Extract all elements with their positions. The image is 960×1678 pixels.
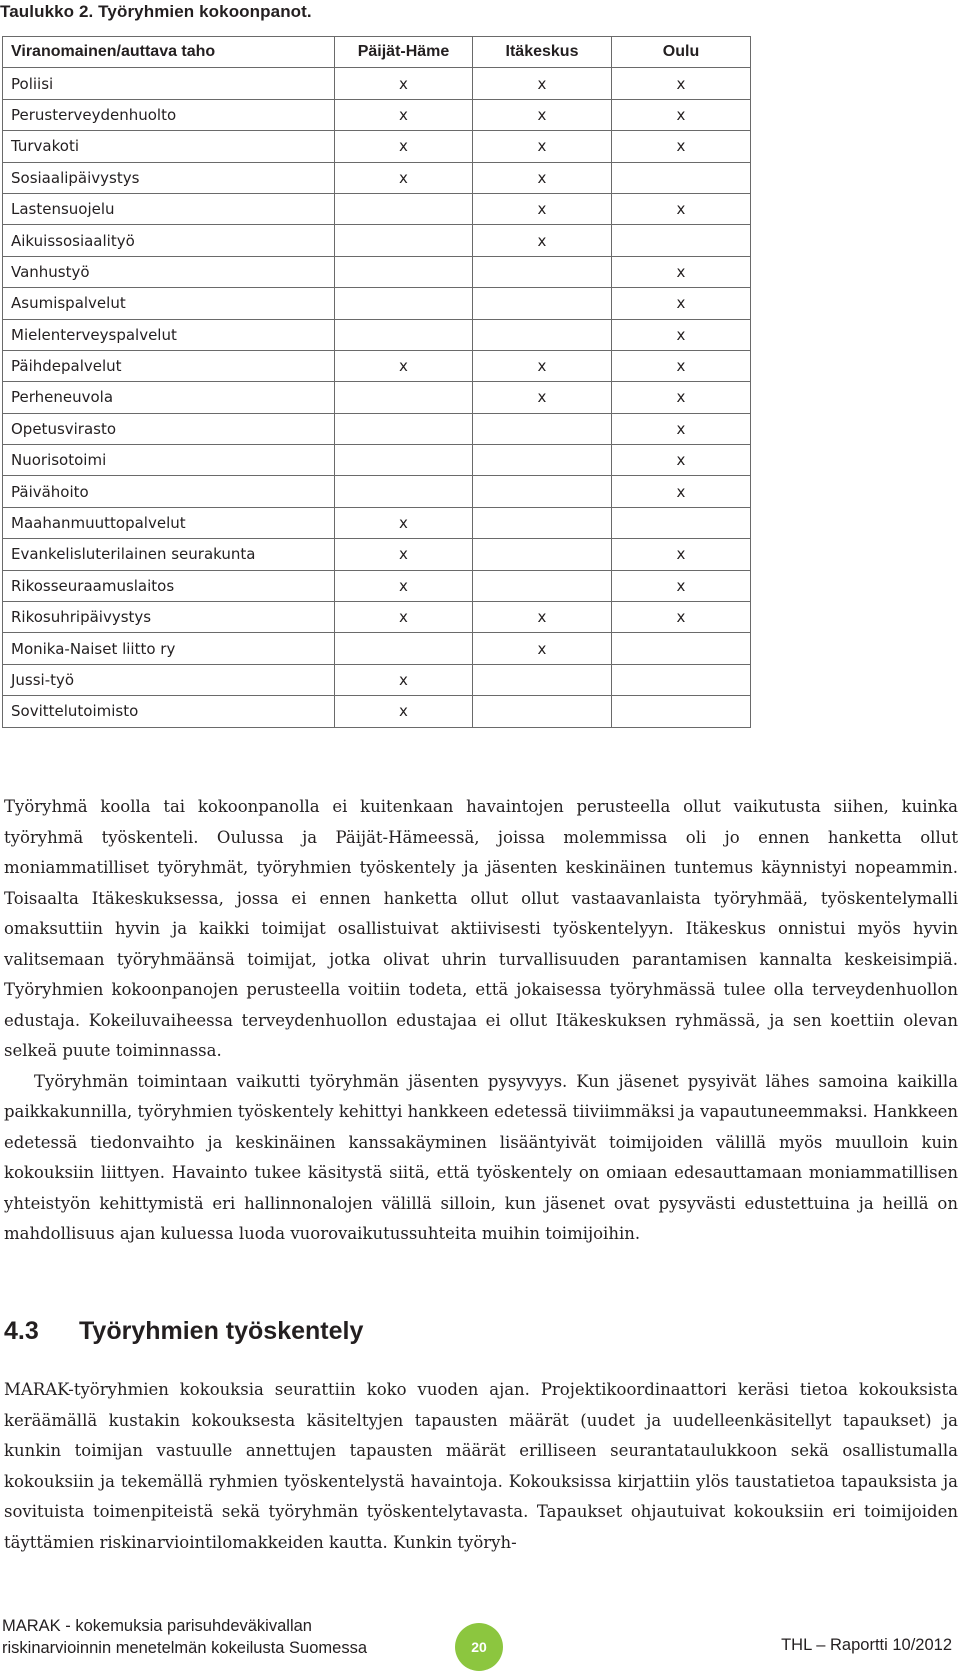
table-cell: x <box>612 68 751 99</box>
row-label: Sosiaalipäivystys <box>3 162 335 193</box>
row-label: Evankelisluterilainen seurakunta <box>3 539 335 570</box>
table-cell: x <box>612 256 751 287</box>
table-cell: x <box>612 288 751 319</box>
row-label: Maahanmuuttopalvelut <box>3 507 335 538</box>
row-label: Aikuissosiaalityö <box>3 225 335 256</box>
section-heading <box>4 1317 363 1346</box>
table-cell: x <box>612 99 751 130</box>
table-row <box>3 99 751 130</box>
table-cell: x <box>612 131 751 162</box>
table-cell: x <box>335 602 473 633</box>
section-number: 4.3 <box>4 1317 39 1345</box>
table-cell: x <box>335 539 473 570</box>
row-label: Sovittelutoimisto <box>3 696 335 727</box>
table-cell: x <box>335 350 473 381</box>
table-cell: x <box>335 68 473 99</box>
row-label: Monika-Naiset liitto ry <box>3 633 335 664</box>
table-cell <box>473 288 612 319</box>
table-cell: x <box>612 350 751 381</box>
table-cell: x <box>473 350 612 381</box>
footer-title-line: riskinarvioinnin menetelmän kokeilusta Suomessa <box>2 1639 368 1657</box>
row-label: Mielenterveyspalvelut <box>3 319 335 350</box>
table-cell: x <box>612 319 751 350</box>
table-cell: x <box>612 539 751 570</box>
table-cell: x <box>335 696 473 727</box>
table-row <box>3 539 751 570</box>
table-cell: x <box>473 225 612 256</box>
table-body <box>3 68 751 727</box>
table-caption: Taulukko 2. Työryhmien kokoonpanot. <box>0 2 312 21</box>
table-cell: x <box>335 570 473 601</box>
table-cell: x <box>612 445 751 476</box>
row-label: Päihdepalvelut <box>3 350 335 381</box>
row-label: Rikosseuraamuslaitos <box>3 570 335 601</box>
table-cell: x <box>612 382 751 413</box>
table-cell <box>473 413 612 444</box>
table-row <box>3 162 751 193</box>
table-row <box>3 193 751 224</box>
table-cell <box>335 225 473 256</box>
row-label: Jussi-työ <box>3 664 335 695</box>
table-row <box>3 319 751 350</box>
row-label: Asumispalvelut <box>3 288 335 319</box>
table-cell <box>612 633 751 664</box>
paragraph: Työryhmä koolla tai kokoonpanolla ei kuitenkaan havaintojen perusteella ollut vaikutusta siihen, kuinka työryhmä työskenteli. Oulussa ja Päijät-Hämeessä, joissa molemmissa oli jo ennen hanketta ollut moniammatilliset työryhmät, työryhmien työskentely ja jäsenten keskinäinen tuntemus käynnistyi nopeammin. Toisaalta Itäkeskuksessa, jossa ei ennen hanketta ollut ollut vastaavanlaista työryhmää, työskentelymalli omaksuttiin hyvin ja kaikki toimijat osallistuivat aktiivisesti työskentelyyn. Itäkeskus onnistui myös hyvin valitsemaan työryhmäänsä toimijat, jotka olivat uhrin turvallisuuden parantamisen kannalta keskeisimpiä. Työryhmien kokoonpanojen perusteella voitiin todeta, että jokaisessa työryhmässä tulee olla terveydenhuollon edustaja. Kokeiluvaiheessa terveydenhuollon edustajaa ei ollut Itäkeskuksen ryhmässä, ja sen koettiin olevan selkeä puute toiminnassa. <box>4 797 958 1060</box>
table-cell <box>335 193 473 224</box>
table-cell <box>473 256 612 287</box>
section-title: Työryhmien työskentely <box>79 1317 364 1345</box>
table-row <box>3 664 751 695</box>
table-cell: x <box>473 162 612 193</box>
table-cell: x <box>335 131 473 162</box>
table-cell: x <box>335 664 473 695</box>
row-label: Päivähoito <box>3 476 335 507</box>
column-header: Itäkeskus <box>473 37 612 68</box>
footer-report-id: THL – Raportti 10/2012 <box>781 1636 952 1654</box>
table-cell <box>335 382 473 413</box>
table-cell: x <box>335 162 473 193</box>
table-cell: x <box>473 633 612 664</box>
table-row <box>3 256 751 287</box>
table-row <box>3 225 751 256</box>
page-number-badge: 20 <box>455 1623 503 1671</box>
table-row <box>3 696 751 727</box>
table-cell <box>612 696 751 727</box>
row-label: Perheneuvola <box>3 382 335 413</box>
table-cell <box>473 696 612 727</box>
table-row <box>3 68 751 99</box>
footer-publication-title <box>2 1615 367 1659</box>
table-cell <box>612 162 751 193</box>
table-cell: x <box>473 193 612 224</box>
table-cell: x <box>473 382 612 413</box>
table-cell <box>473 539 612 570</box>
table-cell: x <box>473 68 612 99</box>
table-cell <box>612 664 751 695</box>
table-cell <box>335 413 473 444</box>
column-header: Viranomainen/auttava taho <box>3 37 335 68</box>
table-cell <box>473 319 612 350</box>
column-header: Oulu <box>612 37 751 68</box>
table-cell: x <box>612 476 751 507</box>
table-row <box>3 445 751 476</box>
table-cell: x <box>335 507 473 538</box>
table-cell <box>473 507 612 538</box>
table-row <box>3 413 751 444</box>
table-row <box>3 350 751 381</box>
table-cell: x <box>612 413 751 444</box>
table-cell <box>473 476 612 507</box>
row-label: Nuorisotoimi <box>3 445 335 476</box>
table-row <box>3 476 751 507</box>
body-text <box>4 792 958 1250</box>
table-cell <box>473 664 612 695</box>
table-cell <box>335 256 473 287</box>
table-cell: x <box>473 99 612 130</box>
table-cell: x <box>335 99 473 130</box>
row-label: Poliisi <box>3 68 335 99</box>
row-label: Perusterveydenhuolto <box>3 99 335 130</box>
table-cell: x <box>473 131 612 162</box>
table-row <box>3 633 751 664</box>
table-cell <box>473 445 612 476</box>
row-label: Vanhustyö <box>3 256 335 287</box>
table-row <box>3 288 751 319</box>
table-header-row <box>3 37 751 68</box>
section-body <box>4 1375 958 1558</box>
table-cell <box>335 445 473 476</box>
table-row <box>3 602 751 633</box>
table-cell <box>335 288 473 319</box>
row-label: Lastensuojelu <box>3 193 335 224</box>
table-cell: x <box>612 602 751 633</box>
table-cell: x <box>473 602 612 633</box>
table-cell: x <box>612 193 751 224</box>
table-cell <box>335 476 473 507</box>
table-cell <box>335 633 473 664</box>
working-groups-table <box>2 36 751 728</box>
table-row <box>3 131 751 162</box>
paragraph: Työryhmän toimintaan vaikutti työryhmän jäsenten pysyvyys. Kun jäsenet pysyivät lähes samoina kaikilla paikkakunnilla, työryhmien työskentely kehittyi hankkeen edetessä tiiviimmäksi ja vapautuneemmaksi. Hankkeen edetessä tiedonvaihto ja keskinäinen kanssakäyminen lisääntyivät toimijoiden välillä myös muulloin kuin kokouksiin liittyen. Havainto tukee käsitystä siitä, että työskentely on omiaan edesauttamaan moniammatillisen yhteistyön kehittymistä eri hallinnonalojen välillä silloin, kun jäsenet ovat pysyvästi edustettuina ja heillä on mahdollisuus ajan kuluessa luoda vuorovaikutussuhteita muihin toimijoihin. <box>4 1071 958 1243</box>
paragraph: MARAK-työryhmien kokouksia seurattiin koko vuoden ajan. Projektikoordinaattori keräsi tietoa kokouksista keräämällä kustakin kokouksesta käsiteltyjen tapausten määrät (uudet ja uudelleenkäsitellyt tapaukset) ja kunkin toimijan vastuulle annettujen tapausten määrät erilliseen seurantataulukkoon sekä osallistumalla kokouksiin ja tekemällä ryhmien työskentelystä havaintoja. Kokouksissa kirjattiin ylös taustatietoa tapauksista ja sovituista toimenpiteistä sekä työryhmän työskentelytavasta. Tapaukset ohjautuivat kokouksiin eri toimijoiden täyttämien riskinarviointilomakkeiden kautta. Kunkin työryh- <box>4 1380 958 1552</box>
column-header: Päijät-Häme <box>335 37 473 68</box>
table-row <box>3 570 751 601</box>
table-cell <box>473 570 612 601</box>
table-cell <box>612 507 751 538</box>
table-row <box>3 382 751 413</box>
table-row <box>3 507 751 538</box>
table-cell: x <box>612 570 751 601</box>
row-label: Rikosuhripäivystys <box>3 602 335 633</box>
footer-title-line: MARAK - kokemuksia parisuhdeväkivallan <box>2 1617 312 1635</box>
row-label: Opetusvirasto <box>3 413 335 444</box>
table-cell <box>612 225 751 256</box>
table-cell <box>335 319 473 350</box>
row-label: Turvakoti <box>3 131 335 162</box>
